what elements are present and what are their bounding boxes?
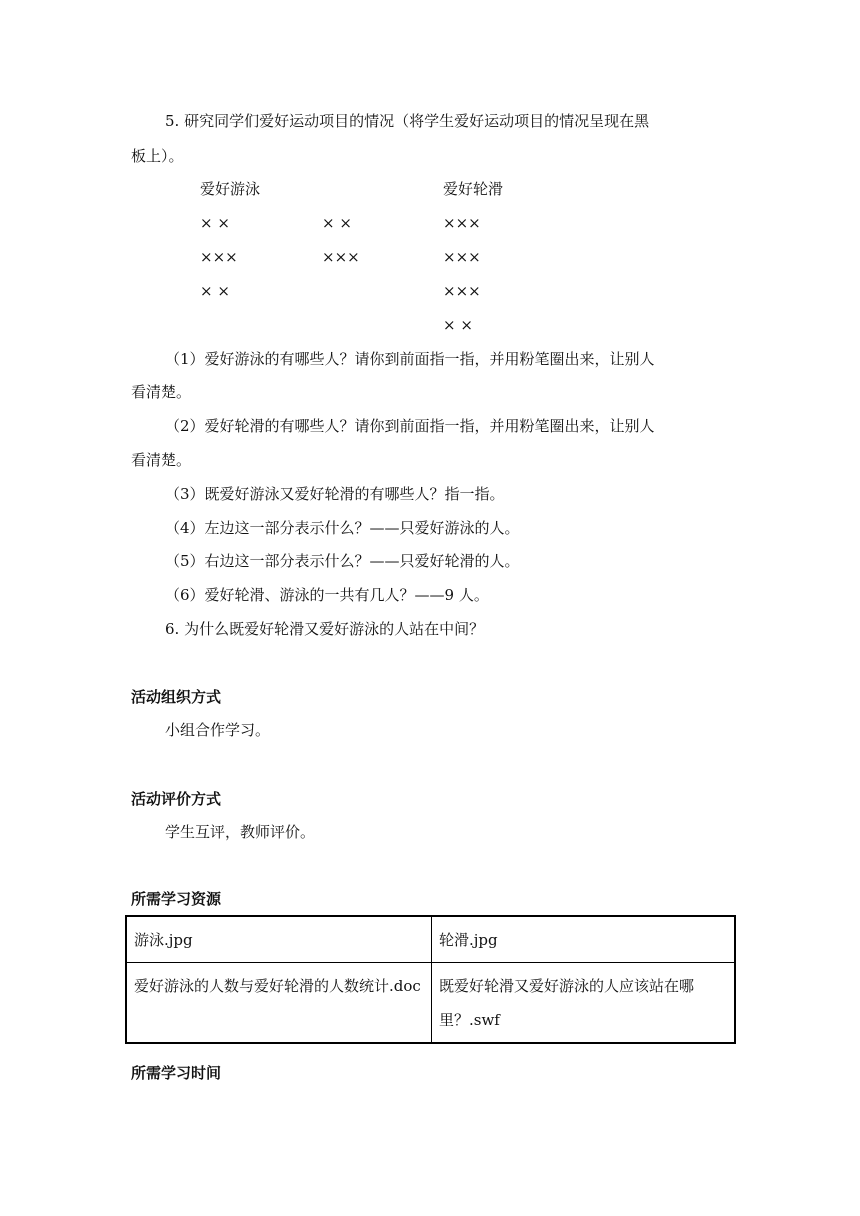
section5-line2: 板上）。 [131, 147, 184, 165]
middle-row-1: × × [322, 214, 352, 232]
question-4: （4）左边这一部分表示什么？——只爱好游泳的人。 [165, 519, 520, 537]
question-3: （3）既爱好游泳又爱好轮滑的有哪些人？指一指。 [165, 485, 505, 503]
table-row [126, 916, 735, 963]
swim-row-3: × × [200, 282, 230, 300]
section6: 6. 为什么既爱好轮滑又爱好游泳的人站在中间？ [165, 620, 485, 638]
question-5: （5）右边这一部分表示什么？——只爱好轮滑的人。 [165, 552, 520, 570]
question-1-line1: （1）爱好游泳的有哪些人？请你到前面指一指，并用粉笔圈出来，让别人 [165, 350, 655, 368]
eval-heading: 活动评价方式 [131, 790, 222, 808]
question-2-line2: 看清楚。 [131, 451, 192, 469]
section5-line1: 5. 研究同学们爱好运动项目的情况（将学生爱好运动项目的情况呈现在黑 [165, 112, 650, 130]
skate-row-4: × × [443, 316, 473, 334]
swim-row-2: ××× [200, 248, 238, 266]
eval-text: 学生互评，教师评价。 [165, 823, 316, 841]
table-row [126, 963, 735, 1044]
label-skate: 爱好轮滑 [443, 180, 504, 198]
resources-table [125, 915, 736, 1044]
resource-cell: 既爱好轮滑又爱好游泳的人应该站在哪里？.swf [432, 963, 736, 1044]
question-1-line2: 看清楚。 [131, 383, 192, 401]
question-6: （6）爱好轮滑、游泳的一共有几人？——9 人。 [165, 586, 489, 604]
skate-row-1: ××× [443, 214, 481, 232]
skate-row-2: ××× [443, 248, 481, 266]
resource-cell: 轮滑.jpg [432, 916, 736, 963]
org-heading: 活动组织方式 [131, 688, 222, 706]
time-heading: 所需学习时间 [131, 1064, 222, 1082]
middle-row-2: ××× [322, 248, 360, 266]
resources-heading: 所需学习资源 [131, 890, 222, 908]
question-2-line1: （2）爱好轮滑的有哪些人？请你到前面指一指，并用粉笔圈出来，让别人 [165, 417, 655, 435]
label-swim: 爱好游泳 [200, 180, 261, 198]
resource-cell: 游泳.jpg [126, 916, 432, 963]
skate-row-3: ××× [443, 282, 481, 300]
swim-row-1: × × [200, 214, 230, 232]
resource-cell: 爱好游泳的人数与爱好轮滑的人数统计.doc [126, 963, 432, 1044]
org-text: 小组合作学习。 [165, 721, 271, 739]
